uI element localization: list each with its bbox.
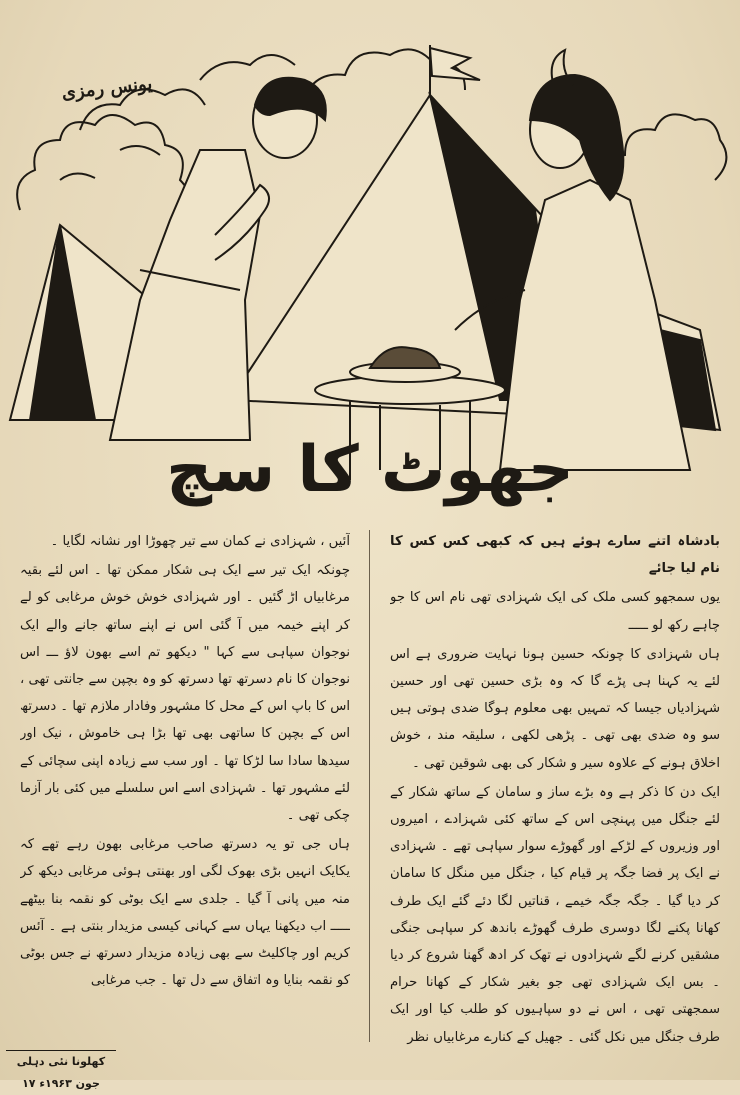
paragraph: چونکہ ایک تیر سے ایک ہی شکار ممکن تھا ۔ اس لئے بقیہ مرغابیاں اڑ گئیں ۔ اور شہزادی خوش خوش مرغابی کو لے کر اپنے خیمہ میں آ گئی اس نے اپنے ساتھ جانے والے ایک نوجوان سپاہی سے کہا " دیکھو تم اسے بھون لاؤ ـــ اس نوجوان کا نام دسرتھ تھا دسرتھ کو وہ بچپن سے جانتی تھی ، اس کا باپ اس کے محل کا مشہور وفادار ملازم تھا ۔ دسرتھ اس کے بچپن کا ساتھی بھی تھا بڑا ہی خاموش ، نیک اور سیدھا سادا سا لڑکا تھا ۔ اور سب سے زیادہ اپنی سچائی کے لئے مشہور تھا ۔ شہزادی اسے اس سلسلے میں کئی بار آزما چکی تھی ۔ (20, 563, 350, 824)
story-title: جھوٹ کا سچ (166, 433, 574, 507)
page-footer: کھلونا نئی دہلی جون ۱۹۶۳ء ۱۷ (6, 1050, 116, 1073)
paragraph: ہاں جی تو یہ دسرتھ صاحب مرغابی بھون رہے تھے کہ یکایک انہیں بڑی بھوک لگی اور بھنتی ہوئی مرغابی دیکھ کر منہ میں پانی آ گیا ۔ جلدی سے ایک بوٹی کو نقمہ بنا بیٹھے ـــــ اب دیکھنا یہاں سے کہانی کیسی مزیدار بنتی ہے ۔ آئس کریم اور چاکلیٹ سے بھی زیادہ مزیدار دسرتھ نے جس بوٹی کو نقمہ بنایا وہ اتفاق سے دل تھا ۔ جب مرغابی (20, 837, 350, 989)
paragraph: یوں سمجھو کسی ملک کی ایک شہزادی تھی نام اس کا جو چاہے رکھ لو ـــــ (390, 590, 720, 633)
paragraph: آئیں ، شہزادی نے کمان سے تیر چھوڑا اور نشانہ لگایا ۔ (50, 534, 350, 549)
paragraph: ہاں شہزادی کا چونکہ حسین ہونا نہایت ضروری ہے اس لئے یہ کہنا ہی پڑے گا کہ وہ بڑی حسین تھی اور حسین شہزادیاں جیسا کہ تمہیں بھی معلوم ہوگا ضدی ہوتی ہیں سو وہ ضدی بھی تھی ۔ پڑھی لکھی ، سلیقہ مند ، خوش اخلاق ہونے کے علاوہ سیر و شکار کی بھی شوقین تھی ۔ (390, 646, 720, 771)
column-divider (369, 530, 370, 1042)
text-column-left (20, 528, 350, 1048)
paragraph: بادشاہ اتنے سارے ہوئے ہیں کہ کبھی کس کس کا نام لیا جائے (390, 534, 720, 577)
tree-foliage-left (17, 89, 205, 215)
text-column-right (390, 528, 720, 1048)
author-name: یونس رمزی (60, 73, 154, 104)
paragraph: ایک دن کا ذکر ہے وہ بڑے ساز و سامان کے ساتھ شکار کے لئے جنگل میں پہنچی اس کے ساتھ کئی شہزادے ، امیروں اور وزیروں کے لڑکے اور گھوڑے سوار سپاہی تھے ۔ شہزادی نے ایک پر فضا جگہ پر قیام کیا ، جنگل میں منگل کا سامان کر دیا گیا ۔ جگہ جگہ خیمے ، قناتیں لگا دئے گئے ایک طرف کھانا پکنے لگا دوسری طرف گھوڑے باندھ کر سپاہی جنگی مشقیں کرنے لگے شہزادوں نے تھک کر ادھ گھنا شروع کر دیا ۔ بس ایک شہزادی تھی جو بغیر شکار کے کھانا حرام سمجھتی تھی ، اس نے دو سپاہیوں کو طلب کیا اور ایک طرف جنگل میں نکل گئی ۔ جھیل کے کنارے مرغابیاں نظر (390, 784, 720, 1045)
